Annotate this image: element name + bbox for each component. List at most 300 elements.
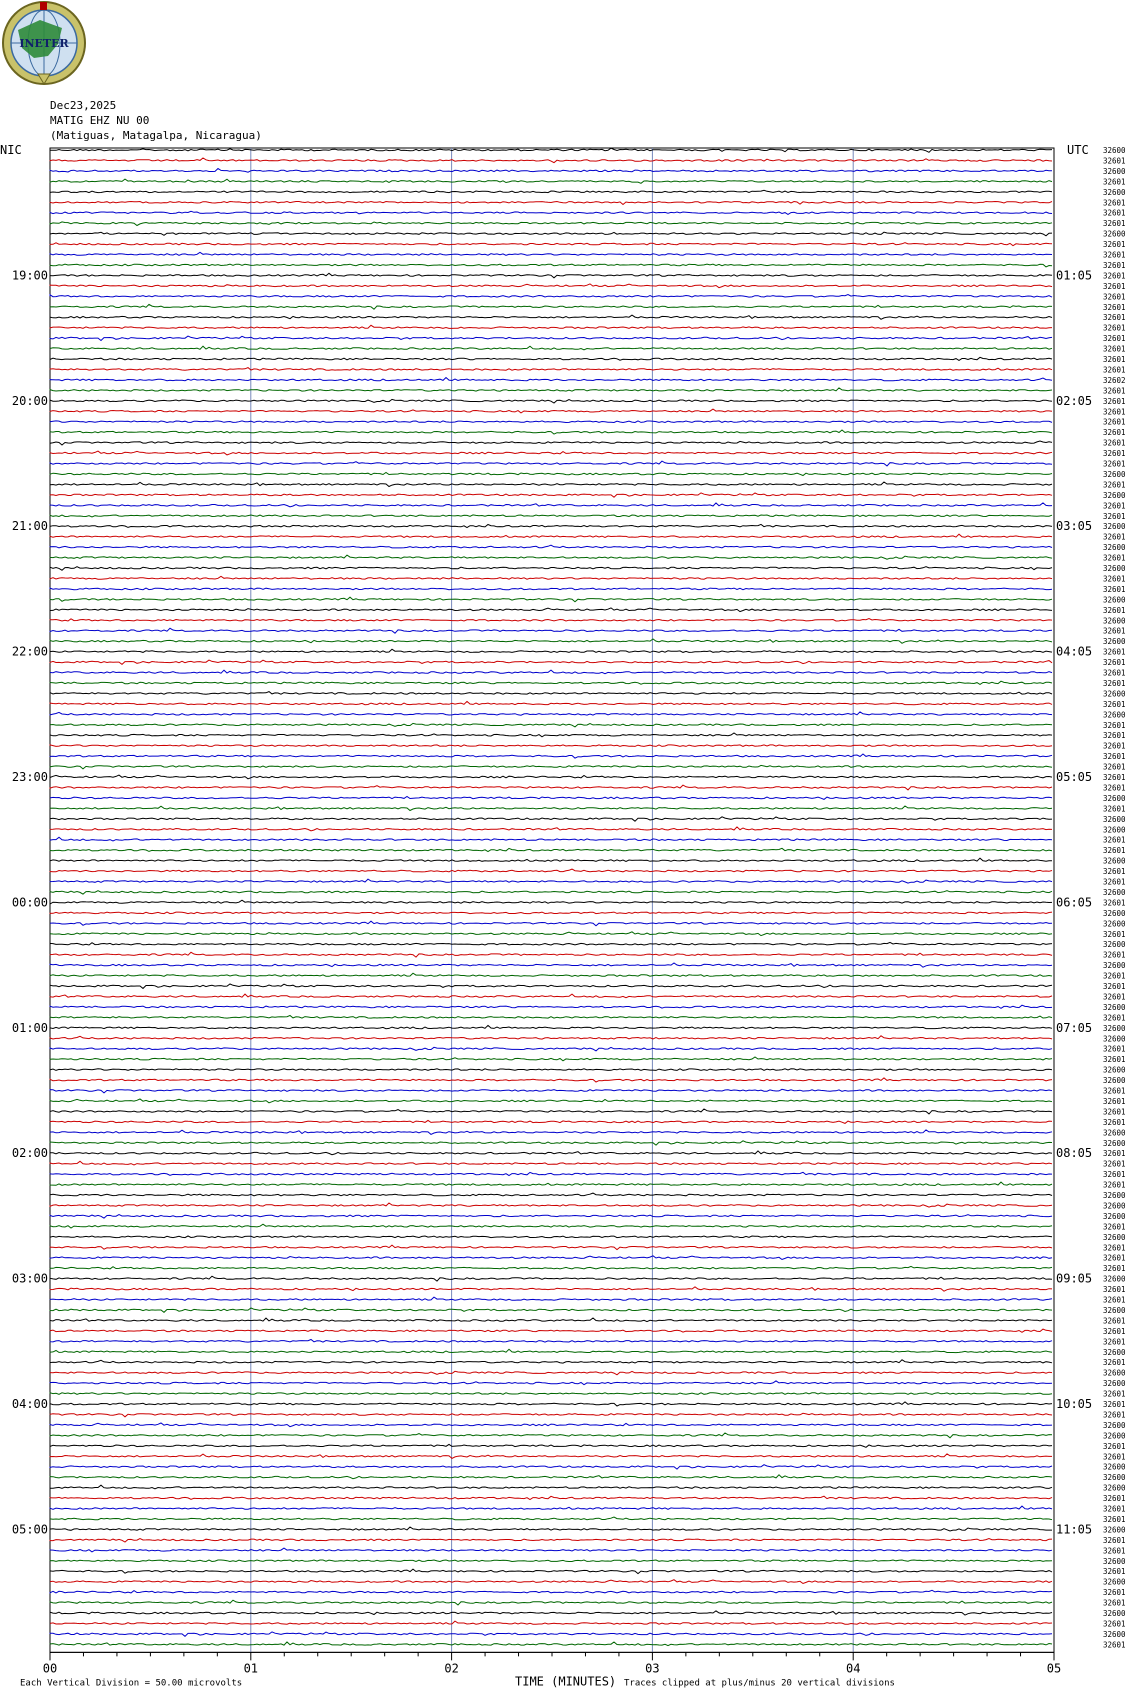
seismic-trace [50,430,1052,434]
trace-value-label: 32601 [1103,647,1126,657]
seismic-trace [50,952,1052,957]
trace-value-label: 32600 [1103,637,1126,647]
seismic-trace [50,1569,1052,1574]
trace-value-label: 32601 [1103,396,1126,406]
right-time-label: 07:05 [1056,1020,1093,1035]
seismic-trace [50,891,1052,895]
seismic-trace [50,1276,1052,1281]
seismic-trace [50,692,1052,695]
seismic-trace [50,1517,1052,1520]
seismic-trace [50,1141,1052,1145]
trace-value-label: 32600 [1103,522,1126,532]
seismic-trace [50,576,1052,579]
trace-value-label: 32601 [1103,783,1126,793]
trace-value-label: 32601 [1103,699,1126,709]
seismic-trace [50,775,1052,779]
seismic-trace [50,588,1052,590]
seismic-trace [50,1245,1052,1250]
seismic-trace [50,921,1052,926]
footer-clip-note: Traces clipped at plus/minus 20 vertical divisions [624,1678,895,1689]
right-time-label: 10:05 [1056,1397,1093,1411]
seismic-trace [50,158,1052,163]
seismic-trace [50,1580,1052,1584]
trace-value-label: 32601 [1103,219,1126,229]
trace-value-label: 32601 [1103,1389,1126,1399]
trace-value-label: 32601 [1103,198,1126,208]
seismic-trace [50,1224,1052,1228]
trace-value-label: 32601 [1103,626,1126,636]
station-location: (Matiguas, Matagalpa, Nicaragua) [50,129,262,142]
seismic-trace [50,1475,1052,1479]
seismic-trace [50,179,1052,183]
seismic-trace [50,1130,1052,1135]
seismic-trace [50,1590,1052,1593]
trace-value-label: 32600 [1103,1431,1126,1441]
seismic-trace [50,1433,1052,1438]
right-time-label: 03:05 [1056,519,1093,534]
seismic-trace [50,994,1052,998]
seismic-trace [50,524,1052,527]
left-time-label: 19:00 [11,268,48,283]
seismic-trace [50,190,1052,192]
trace-value-label: 32601 [1103,386,1126,396]
trace-value-label: 32601 [1103,1316,1126,1326]
seismic-trace [50,1393,1052,1395]
left-time-label: 23:00 [11,770,48,784]
left-zone-label: NIC [0,143,22,157]
trace-value-label: 32600 [1103,710,1126,720]
trace-value-label: 32601 [1103,407,1126,417]
seismic-trace [50,608,1052,612]
seismic-trace [50,503,1052,507]
seismic-trace [50,765,1052,769]
seismic-trace [50,701,1052,704]
x-tick-label: 02 [444,1661,459,1676]
trace-value-label: 32601 [1103,950,1126,960]
trace-value-label: 32601 [1103,741,1126,751]
left-time-label: 02:00 [11,1146,48,1161]
seismic-trace [50,441,1052,445]
seismic-trace [50,879,1052,883]
trace-value-label: 32600 [1103,1462,1126,1472]
seismic-trace [50,232,1052,236]
seismic-trace [50,745,1052,747]
trace-value-label: 32601 [1103,1243,1126,1253]
seismic-trace [50,1340,1052,1343]
seismic-trace [50,858,1052,861]
seismic-trace [50,1485,1052,1489]
trace-value-label: 32601 [1103,1222,1126,1232]
trace-value-label: 32601 [1103,658,1126,668]
seismic-trace [50,619,1052,622]
trace-value-label: 32600 [1103,961,1126,971]
seismic-trace [50,1465,1052,1469]
seismic-trace [50,346,1052,350]
trace-value-label: 32601 [1103,323,1126,333]
seismic-trace [50,785,1052,790]
right-time-label: 08:05 [1056,1146,1093,1161]
seismic-trace [50,1371,1052,1375]
seismic-trace [50,1005,1052,1008]
trace-value-label: 32600 [1103,1076,1126,1086]
x-tick-label: 05 [1046,1661,1062,1676]
x-tick-label: 00 [42,1661,58,1676]
trace-value-label: 32601 [1103,292,1126,302]
seismic-trace [50,222,1052,226]
trace-value-label: 32601 [1103,1358,1126,1368]
right-time-label: 05:05 [1056,770,1093,784]
trace-value-label: 32600 [1103,919,1126,929]
trace-value-label: 32600 [1103,1002,1126,1012]
trace-value-label: 32600 [1103,187,1126,197]
x-tick-label: 04 [845,1661,861,1676]
trace-value-label: 32600 [1103,1232,1126,1242]
trace-value-label: 32601 [1103,1514,1126,1524]
seismic-trace [50,754,1052,758]
seismic-trace [50,912,1052,914]
seismic-trace [50,1444,1052,1447]
right-time-label: 11:05 [1056,1522,1093,1537]
seismic-trace [50,304,1052,309]
seismic-trace [50,1256,1052,1260]
seismic-trace [50,1203,1052,1207]
seismic-trace [50,1642,1052,1646]
seismic-trace [50,378,1052,381]
trace-value-label: 32600 [1103,1483,1126,1493]
seismic-trace [50,1182,1052,1185]
left-time-label: 05:00 [11,1522,48,1537]
trace-value-label: 32601 [1103,1055,1126,1065]
trace-value-label: 32601 [1103,982,1126,991]
seismic-trace [50,534,1052,537]
seismic-trace [50,1236,1052,1238]
trace-value-label: 32601 [1103,511,1126,521]
trace-value-label: 32601 [1103,846,1126,856]
seismic-trace [50,1621,1052,1624]
right-time-label: 01:05 [1056,268,1093,283]
trace-value-label: 32601 [1103,260,1126,270]
seismic-trace [50,1266,1052,1269]
trace-value-label: 32600 [1103,1274,1126,1284]
trace-value-label: 32601 [1103,804,1126,814]
trace-value-label: 32601 [1103,762,1126,772]
seismic-trace [50,1506,1052,1509]
trace-value-label: 32601 [1103,1013,1126,1023]
trace-value-label: 32600 [1103,490,1126,500]
trace-value-label: 32601 [1103,344,1126,354]
seismic-trace [50,169,1052,173]
seismic-trace [50,1069,1052,1071]
trace-value-label: 32601 [1103,1337,1126,1347]
trace-value-label: 32600 [1103,689,1126,699]
seismic-trace [50,473,1052,476]
seismic-trace [50,817,1052,821]
seismic-trace [50,493,1052,497]
trace-value-label: 32601 [1103,929,1126,939]
trace-value-label: 32601 [1103,208,1126,218]
trace-value-label: 32600 [1103,1305,1126,1315]
trace-value-label: 32600 [1103,940,1126,950]
seismic-trace [50,942,1052,945]
trace-value-label: 32600 [1103,1347,1126,1357]
left-time-label: 21:00 [11,519,48,534]
trace-value-label: 32601 [1103,584,1126,594]
trace-value-label: 32601 [1103,1410,1126,1420]
seismic-trace [50,837,1052,841]
trace-value-label: 32601 [1103,1619,1126,1629]
left-time-label: 01:00 [11,1020,48,1035]
trace-value-label: 32600 [1103,1138,1126,1148]
seismic-trace [50,148,1052,152]
trace-value-label: 32601 [1103,773,1126,782]
seismic-trace [50,1600,1052,1605]
right-zone-label: UTC [1067,143,1089,157]
trace-value-label: 32601 [1103,449,1126,459]
x-tick-label: 01 [243,1661,259,1676]
seismic-trace [50,1161,1052,1165]
trace-value-label: 32601 [1103,992,1126,1002]
seismic-trace [50,252,1052,255]
trace-value-label: 32601 [1103,877,1126,887]
trace-value-label: 32601 [1103,1452,1126,1462]
seismic-trace [50,1611,1052,1615]
trace-value-label: 32601 [1103,334,1126,344]
trace-value-label: 32601 [1103,177,1126,187]
trace-value-label: 32601 [1103,720,1126,730]
seismic-trace [50,368,1052,371]
seismic-trace [50,1215,1052,1219]
seismic-trace [50,670,1052,674]
trace-value-label: 32601 [1103,428,1126,438]
seismic-trace [50,900,1052,904]
seismic-trace [50,733,1052,737]
seismic-trace [50,1454,1052,1459]
trace-value-label: 32601 [1103,532,1126,542]
seismic-trace [50,827,1052,831]
trace-value-label: 32600 [1103,1065,1126,1075]
trace-value-label: 32600 [1103,543,1126,553]
seismic-trace [50,628,1052,633]
trace-value-label: 32600 [1103,1023,1126,1033]
seismic-trace [50,243,1052,246]
seismic-trace [50,1036,1052,1039]
seismic-trace [50,1360,1052,1363]
seismic-trace [50,1527,1052,1531]
seismic-trace [50,1297,1052,1300]
seismic-trace [50,1496,1052,1499]
left-time-label: 00:00 [11,895,48,910]
trace-value-label: 32601 [1103,1640,1126,1650]
trace-value-label: 32600 [1103,1629,1126,1639]
trace-value-label: 32601 [1103,240,1126,250]
seismic-trace [50,660,1052,664]
x-tick-label: 03 [645,1661,660,1676]
seismic-trace [50,211,1052,214]
seismic-trace [50,567,1052,571]
trace-value-label: 32601 [1103,1170,1126,1180]
seismic-trace [50,1318,1052,1322]
trace-value-label: 32600 [1103,1379,1126,1389]
seismic-trace [50,1632,1052,1636]
seismic-trace [50,1078,1052,1082]
trace-value-label: 32601 [1103,678,1126,688]
left-time-label: 04:00 [11,1397,48,1411]
left-time-label: 03:00 [11,1271,48,1286]
trace-value-label: 32600 [1103,1191,1126,1200]
seismic-trace [50,1109,1052,1114]
trace-value-label: 32600 [1103,825,1126,835]
trace-value-label: 32601 [1103,867,1126,877]
trace-value-label: 32600 [1103,1420,1126,1430]
seismic-trace [50,1016,1052,1019]
seismic-trace [50,1413,1052,1417]
seismic-trace [50,1099,1052,1103]
trace-value-label: 32601 [1103,355,1126,364]
trace-value-label: 32601 [1103,459,1126,469]
seismic-trace [50,1560,1052,1562]
trace-value-label: 32601 [1103,1159,1126,1169]
seismic-trace [50,399,1052,403]
trace-value-label: 32601 [1103,365,1126,375]
seismic-trace [50,869,1052,872]
station-name: MATIG EHZ NU 00 [50,114,150,127]
seismic-trace [50,797,1052,800]
trace-value-label: 32601 [1103,1535,1126,1545]
seismic-trace [50,336,1052,340]
right-time-label: 09:05 [1056,1271,1093,1286]
seismic-trace [50,1193,1052,1196]
trace-value-label: 32601 [1103,1494,1126,1504]
trace-value-label: 32601 [1103,971,1126,981]
seismic-trace [50,315,1052,319]
trace-value-label: 32600 [1103,229,1126,239]
trace-value-label: 32600 [1103,595,1126,605]
trace-value-label: 32601 [1103,417,1126,427]
trace-value-label: 32602 [1103,375,1126,385]
seismic-trace [50,932,1052,936]
right-time-label: 06:05 [1056,895,1093,910]
seismic-trace [50,1047,1052,1051]
seismic-trace [50,451,1052,455]
trace-value-label: 32601 [1103,1567,1126,1577]
trace-value-label: 32600 [1103,1128,1126,1138]
trace-value-label: 32600 [1103,856,1126,866]
seismic-trace [50,295,1052,298]
seismic-trace [50,202,1052,205]
trace-value-label: 32600 [1103,1609,1126,1618]
trace-value-label: 32601 [1103,250,1126,260]
seismic-trace [50,973,1052,976]
seismic-trace [50,264,1052,267]
seismic-trace [50,1548,1052,1552]
seismic-trace [50,1120,1052,1123]
trace-value-label: 32600 [1103,1368,1126,1378]
trace-value-label: 32601 [1103,281,1126,291]
trace-value-label: 32600 [1103,1577,1126,1587]
seismic-trace [50,681,1052,684]
trace-value-label: 32601 [1103,1096,1126,1106]
trace-value-label: 32600 [1103,1473,1126,1483]
trace-value-label: 32601 [1103,731,1126,741]
trace-value-label: 32601 [1103,1588,1126,1598]
trace-value-label: 32601 [1103,313,1126,323]
seismic-trace [50,325,1052,328]
seismic-trace [50,1349,1052,1352]
plot-frame [50,148,1054,1652]
trace-value-label: 32600 [1103,1525,1126,1535]
seismic-trace [50,723,1052,727]
seismic-trace [50,273,1052,278]
trace-value-label: 32600 [1103,616,1126,626]
trace-value-label: 32601 [1103,1504,1126,1514]
seismic-trace [50,1539,1052,1543]
seismic-trace [50,421,1052,423]
trace-value-label: 32600 [1103,166,1126,176]
trace-value-label: 32600 [1103,887,1126,897]
trace-value-label: 32601 [1103,1264,1126,1274]
seismic-trace [50,357,1052,360]
seismic-trace [50,409,1052,413]
trace-value-label: 32600 [1103,793,1126,803]
trace-value-label: 32601 [1103,302,1126,312]
trace-value-label: 32601 [1103,1546,1126,1556]
seismic-trace [50,388,1052,391]
trace-value-label: 32601 [1103,1117,1126,1127]
trace-value-label: 32601 [1103,1285,1126,1295]
trace-value-label: 32600 [1103,1201,1126,1211]
seismic-trace [50,1151,1052,1155]
trace-value-label: 32601 [1103,438,1126,448]
seismic-trace [50,597,1052,602]
trace-value-label: 32601 [1103,898,1126,908]
seismic-trace [50,1423,1052,1427]
seismic-trace [50,545,1052,548]
trace-value-label: 32601 [1103,668,1126,678]
seismic-trace [50,1172,1052,1175]
trace-value-label: 32601 [1103,574,1126,584]
seismic-trace [50,555,1052,559]
trace-value-label: 32601 [1103,1441,1126,1451]
trace-value-label: 32601 [1103,1149,1126,1159]
seismic-trace [50,461,1052,466]
trace-value-label: 32601 [1103,156,1126,166]
seismic-trace [50,1287,1052,1291]
right-time-label: 02:05 [1056,393,1093,408]
trace-value-label: 32600 [1103,908,1126,918]
trace-value-label: 32601 [1103,271,1126,281]
seismic-trace [50,1308,1052,1312]
seismic-trace [50,848,1052,851]
seismic-trace [50,284,1052,288]
svg-text:INETER: INETER [19,37,69,50]
trace-value-label: 32601 [1103,835,1126,845]
seismic-trace [50,639,1052,643]
chart-date: Dec23,2025 [50,99,117,112]
seismic-trace [50,1402,1052,1406]
trace-value-label: 32601 [1103,1180,1126,1190]
trace-value-label: 32601 [1103,1400,1126,1409]
trace-value-label: 32601 [1103,1295,1126,1305]
trace-value-label: 32601 [1103,480,1126,490]
seismic-trace [50,963,1052,967]
trace-value-label: 32601 [1103,752,1126,762]
trace-value-label: 32600 [1103,814,1126,824]
trace-value-label: 32600 [1103,469,1126,479]
trace-value-label: 32601 [1103,605,1126,615]
trace-value-label: 32601 [1103,1326,1126,1336]
trace-value-label: 32601 [1103,1598,1126,1608]
trace-value-label: 32601 [1103,1253,1126,1263]
